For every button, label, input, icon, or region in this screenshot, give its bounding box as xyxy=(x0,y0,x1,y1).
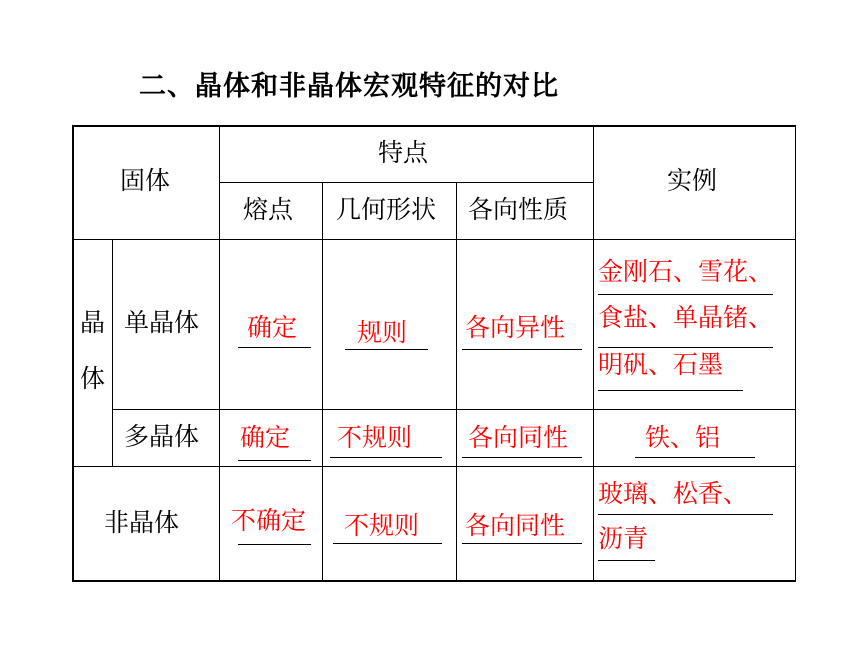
single-melting: 确定 xyxy=(247,313,298,342)
single-example-line-2: 食盐、单晶锗、 xyxy=(598,303,774,332)
amorphous-property-underline xyxy=(462,543,582,544)
table-line-header-split xyxy=(219,182,593,183)
table-line-single-bottom xyxy=(112,409,796,410)
table-line-col2 xyxy=(322,182,323,582)
single-property-underline xyxy=(462,349,582,350)
table-border-bottom xyxy=(72,580,796,582)
amorphous-melting: 不确定 xyxy=(231,506,307,535)
single-example-line-3: 明矾、石墨 xyxy=(598,350,724,379)
single-example-line-1: 金刚石、雪花、 xyxy=(598,257,774,286)
header-shape: 几何形状 xyxy=(336,195,437,224)
amorphous-property: 各向同性 xyxy=(465,511,566,540)
header-property: 各向性质 xyxy=(468,195,569,224)
amorphous-shape: 不规则 xyxy=(344,511,420,540)
single-shape: 规则 xyxy=(357,318,408,347)
single-shape-underline xyxy=(345,349,428,350)
crystal-label-top: 晶 xyxy=(80,308,106,337)
single-property: 各向异性 xyxy=(465,313,566,342)
table-line-col1 xyxy=(219,125,220,582)
single-crystal-name: 单晶体 xyxy=(124,308,200,337)
single-example-underline-2 xyxy=(598,347,773,348)
amorphous-example-line-2: 沥青 xyxy=(598,524,649,553)
header-features: 特点 xyxy=(378,138,429,167)
amorphous-example-underline-1 xyxy=(598,514,773,515)
table-line-col4 xyxy=(593,125,594,582)
poly-example-underline xyxy=(635,457,755,458)
table-line-crystal-label xyxy=(112,239,113,467)
single-example-underline-1 xyxy=(598,294,773,295)
poly-melting: 确定 xyxy=(240,423,291,452)
table-line-header-bottom xyxy=(72,239,796,240)
poly-shape: 不规则 xyxy=(337,423,413,452)
amorphous-name: 非晶体 xyxy=(104,508,180,537)
header-example: 实例 xyxy=(667,166,718,195)
single-example-underline-3 xyxy=(598,390,743,391)
crystal-label-bottom: 体 xyxy=(80,364,106,393)
poly-shape-underline xyxy=(330,457,442,458)
header-solid: 固体 xyxy=(120,166,171,195)
single-melting-underline xyxy=(238,347,311,348)
amorphous-melting-underline xyxy=(238,544,311,545)
poly-property-underline xyxy=(462,457,582,458)
amorphous-example-underline-2 xyxy=(598,560,655,561)
page-title: 二、晶体和非晶体宏观特征的对比 xyxy=(139,71,559,102)
poly-property: 各向同性 xyxy=(468,423,569,452)
table-border-left xyxy=(72,125,74,582)
table-line-crystal-bottom xyxy=(72,466,796,467)
table-line-col3 xyxy=(456,182,457,582)
amorphous-shape-underline xyxy=(333,543,442,544)
poly-example: 铁、铝 xyxy=(645,423,721,452)
amorphous-example-line-1: 玻璃、松香、 xyxy=(598,479,749,508)
poly-crystal-name: 多晶体 xyxy=(124,422,200,451)
header-melting-point: 熔点 xyxy=(243,195,294,224)
table-border-right xyxy=(795,125,796,582)
table-border-top xyxy=(72,125,796,127)
poly-melting-underline xyxy=(238,460,311,461)
